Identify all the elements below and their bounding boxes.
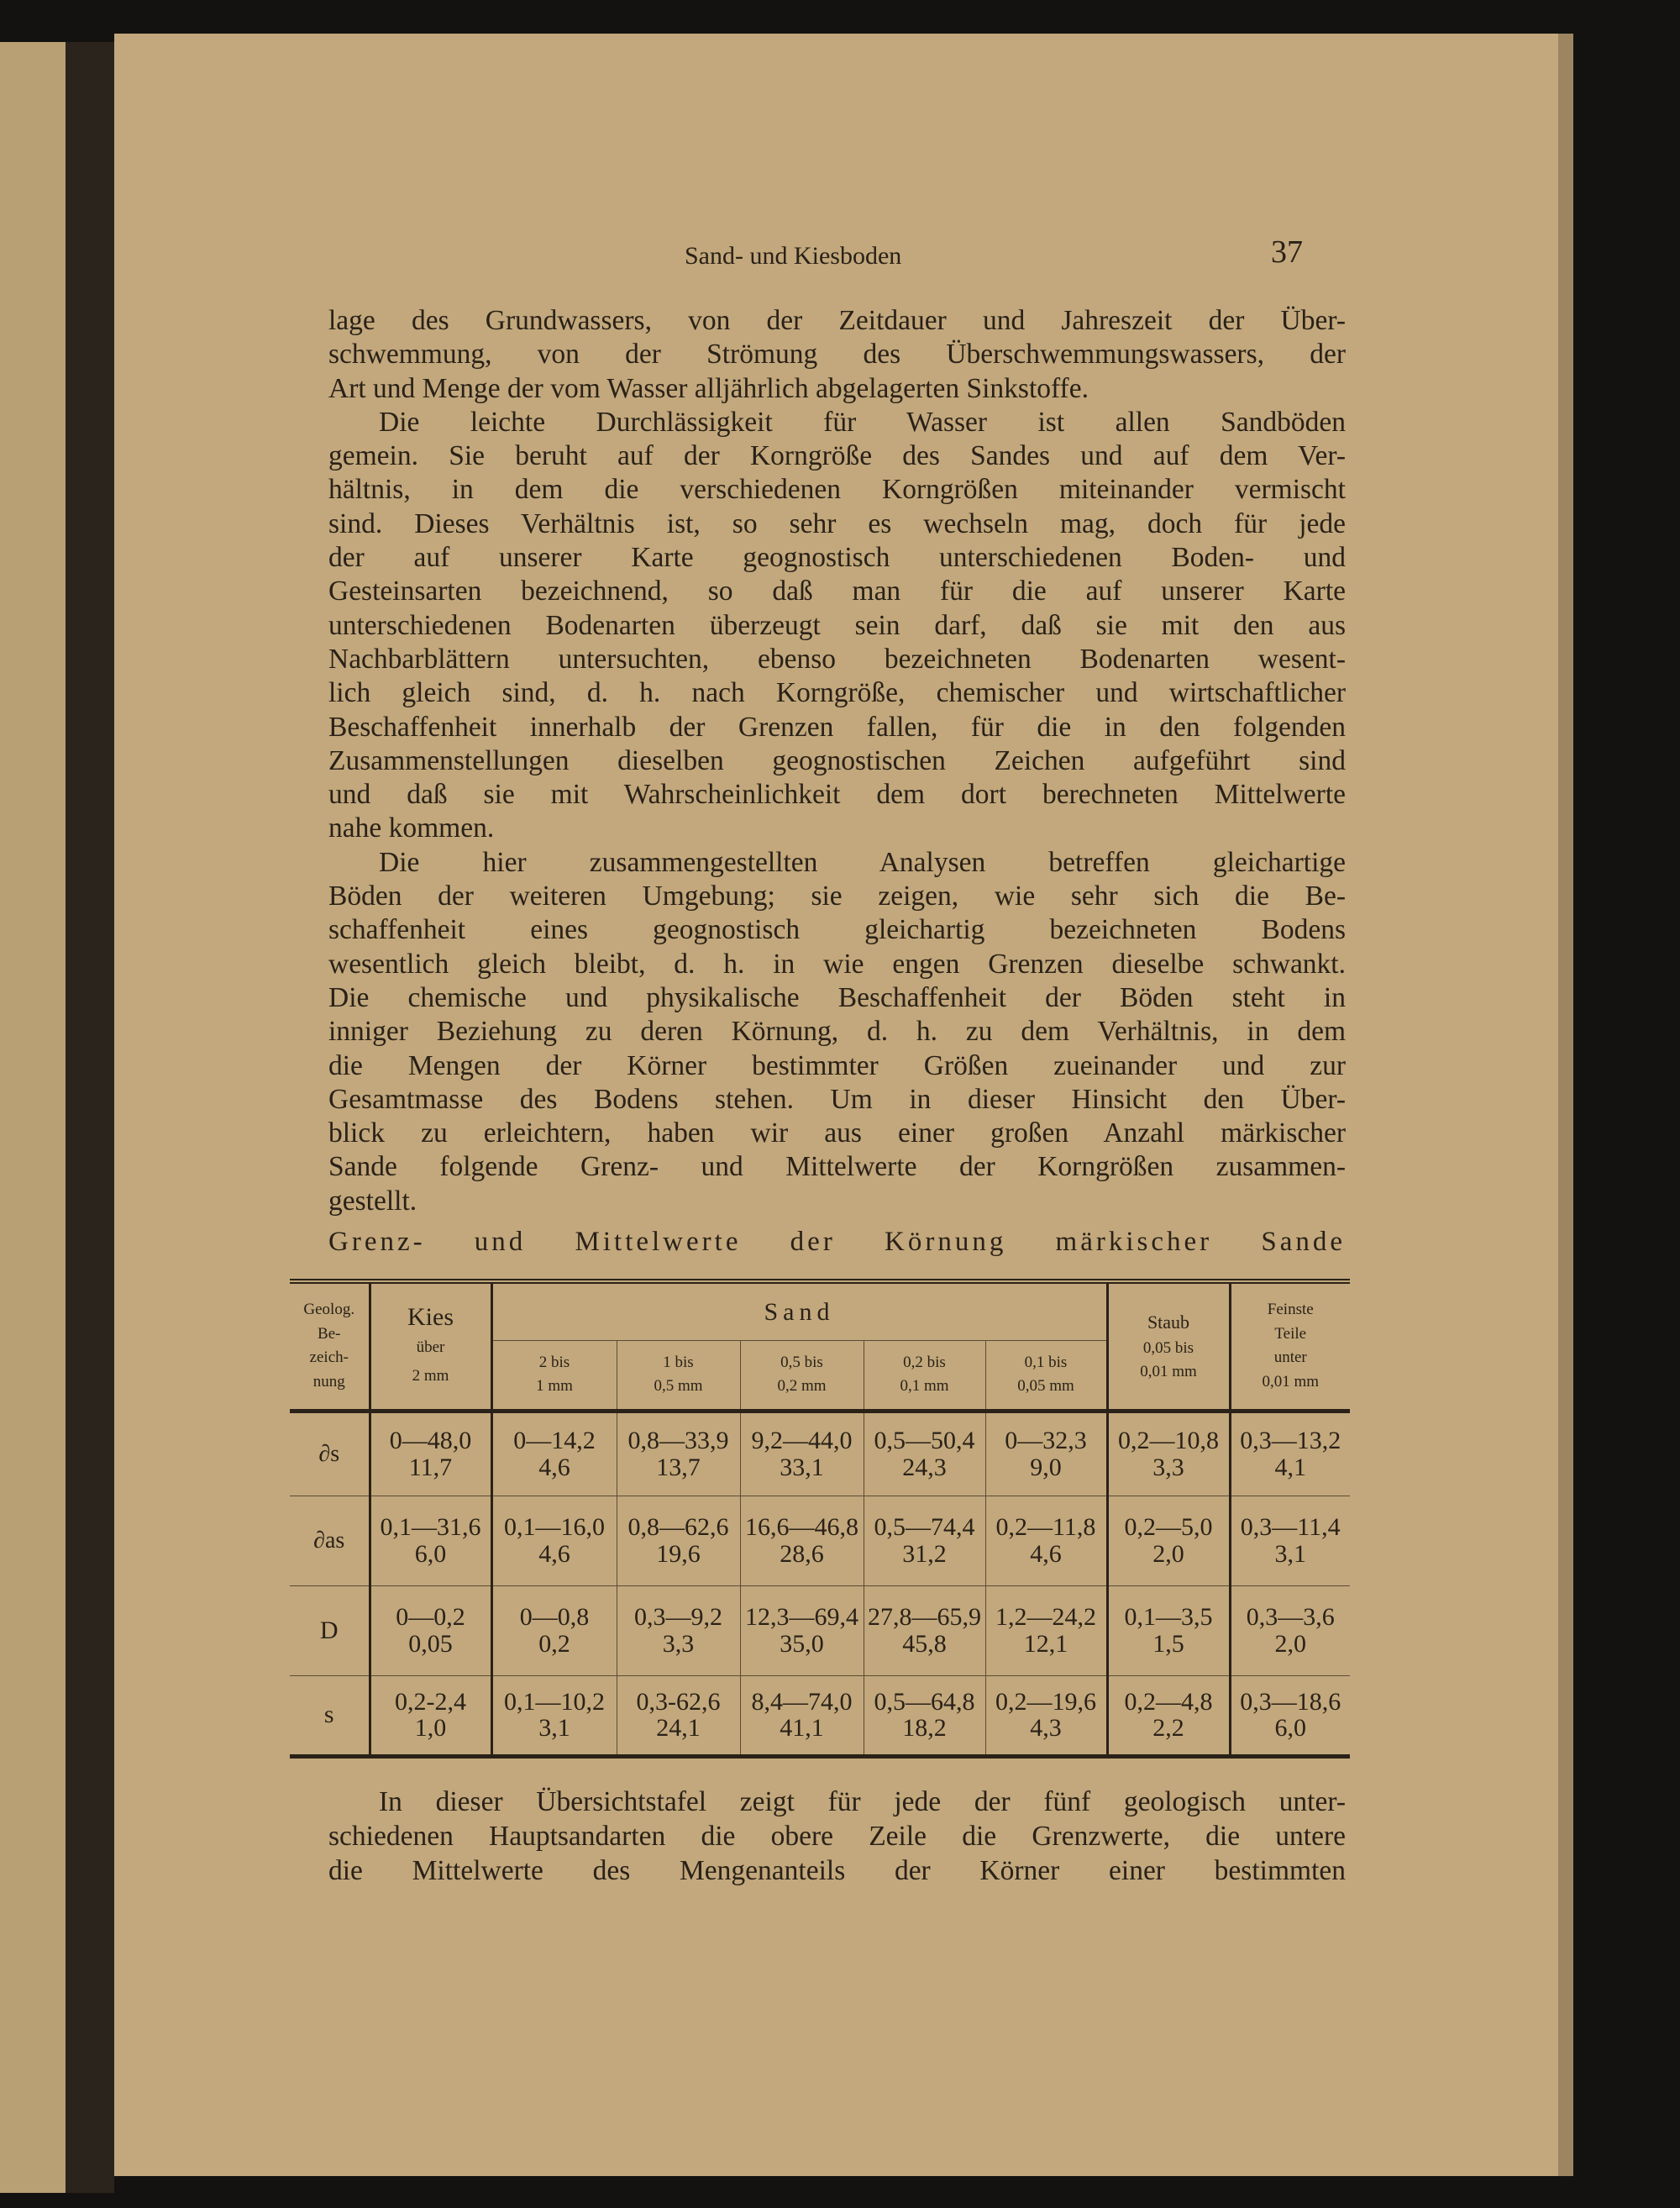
text-line: schaffenheit eines geognostisch gleichartig bezeichneten Bodens — [328, 914, 1346, 946]
table-row — [290, 1411, 1350, 1496]
table-cell: 0,2—4,8 2,2 — [1107, 1675, 1230, 1756]
text-line: Beschaffenheit innerhalb der Grenzen fallen, für die in den folgenden — [328, 711, 1346, 743]
closing-paragraph — [328, 1785, 1346, 1888]
text-line: Die hier zusammengestellten Analysen betreffen gleichartige — [379, 846, 1346, 878]
table-cell: 0,8—33,9 13,7 — [617, 1411, 740, 1496]
text-line: schwemmung, von der Strömung des Überschwemmungswassers, der — [328, 339, 1346, 371]
table-cell: 9,2—44,0 33,1 — [740, 1411, 864, 1496]
table-cell: 0,3—11,4 3,1 — [1230, 1496, 1350, 1585]
table-cell: 0,2—11,8 4,6 — [985, 1496, 1107, 1585]
header-sand: Sand — [491, 1281, 1107, 1340]
text-line: unterschiedenen Bodenarten überzeugt sein darf, daß sie mit den aus — [328, 609, 1346, 641]
text-line: die Mengen der Körner bestimmter Größen zueinander und zur — [328, 1049, 1346, 1081]
table-cell: 0,1—3,5 1,5 — [1107, 1585, 1230, 1675]
text-line: nahe kommen. — [328, 812, 495, 844]
row-label: s — [290, 1675, 370, 1756]
table-cell: 0—32,3 9,0 — [985, 1411, 1107, 1496]
row-label: ∂s — [290, 1411, 370, 1496]
table-cell: 0,3—13,2 4,1 — [1230, 1411, 1350, 1496]
text-line: lage des Grundwassers, von der Zeitdauer und Jahreszeit der Über- — [328, 305, 1346, 336]
table-cell: 0,2—5,0 2,0 — [1107, 1496, 1230, 1585]
text-line: Gesteinsarten bezeichnend, so daß man für die auf unserer Karte — [328, 576, 1346, 607]
table-row — [290, 1496, 1350, 1585]
table-cell: 0—0,8 0,2 — [491, 1585, 617, 1675]
table-cell: 0—0,2 0,05 — [370, 1585, 491, 1675]
table-cell: 8,4—74,0 41,1 — [740, 1675, 864, 1756]
table-cell: 0,3—18,6 6,0 — [1230, 1675, 1350, 1756]
text-line: Die leichte Durchlässigkeit für Wasser ist allen Sandböden — [379, 406, 1346, 438]
page-edge — [1558, 34, 1573, 2176]
header-sand-fraction: 0,5 bis 0,2 mm — [740, 1340, 864, 1411]
table-cell: 0,3-62,6 24,1 — [617, 1675, 740, 1756]
header-kies: Kies über 2 mm — [370, 1281, 491, 1411]
header-sand-fraction: 0,2 bis 0,1 mm — [864, 1340, 985, 1411]
text-line: lich gleich sind, d. h. nach Korngröße, chemischer und wirtschaftlicher — [328, 677, 1346, 709]
table-cell: 0,5—64,8 18,2 — [864, 1675, 985, 1756]
text-line: sind. Dieses Verhältnis ist, so sehr es wechseln mag, doch für jede — [328, 507, 1346, 539]
text-line: Art und Menge der vom Wasser alljährlich abgelagerten Sinkstoffe. — [328, 372, 1089, 404]
table-cell: 0,2—19,6 4,3 — [985, 1675, 1107, 1756]
text-line: wesentlich gleich bleibt, d. h. in wie engen Grenzen dieselbe schwankt. — [328, 948, 1346, 980]
table-cell: 0,1—10,2 3,1 — [491, 1675, 617, 1756]
header-geolog: Geolog. Be- zeich- nung — [290, 1281, 370, 1411]
text-line: inniger Beziehung zu deren Körnung, d. h. zu dem Verhältnis, in dem — [328, 1016, 1346, 1048]
text-line: In dieser Übersichtstafel zeigt für jede der fünf geologisch unter- — [379, 1786, 1346, 1817]
grain-size-table — [290, 1279, 1350, 1759]
table-cell: 12,3—69,4 35,0 — [740, 1585, 864, 1675]
table-cell: 16,6—46,8 28,6 — [740, 1496, 864, 1585]
facing-page-edge — [0, 42, 66, 2193]
row-label: ∂as — [290, 1496, 370, 1585]
table-caption: Grenz- und Mittelwerte der Körnung märkischer Sande — [328, 1227, 1346, 1257]
text-line: gestellt. — [328, 1185, 417, 1217]
header-sand-fraction: 2 bis 1 mm — [491, 1340, 617, 1411]
text-line: gemein. Sie beruht auf der Korngröße des Sandes und auf dem Ver- — [328, 440, 1346, 472]
table-cell: 0,5—50,4 24,3 — [864, 1411, 985, 1496]
table-cell: 0,1—16,0 4,6 — [491, 1496, 617, 1585]
table-cell: 0,5—74,4 31,2 — [864, 1496, 985, 1585]
text-line: hältnis, in dem die verschiedenen Korngrößen miteinander vermischt — [328, 474, 1346, 506]
text-line: die Mittelwerte des Mengenanteils der Körner einer bestimmten — [328, 1855, 1346, 1886]
table-cell: 0,8—62,6 19,6 — [617, 1496, 740, 1585]
book-gutter — [66, 42, 114, 2193]
row-label: D — [290, 1585, 370, 1675]
page-number: 37 — [1271, 234, 1303, 270]
table-cell: 0,2—10,8 3,3 — [1107, 1411, 1230, 1496]
table-cell: 0—14,2 4,6 — [491, 1411, 617, 1496]
text-line: Böden der weiteren Umgebung; sie zeigen, wie sehr sich die Be- — [328, 881, 1346, 912]
text-line: Sande folgende Grenz- und Mittelwerte der Korngrößen zusammen- — [328, 1151, 1346, 1183]
table-cell: 0—48,0 11,7 — [370, 1411, 491, 1496]
text-line: schiedenen Hauptsandarten die obere Zeile die Grenzwerte, die untere — [328, 1821, 1346, 1852]
table-cell: 0,3—3,6 2,0 — [1230, 1585, 1350, 1675]
text-line: und daß sie mit Wahrscheinlichkeit dem dort berechneten Mittelwerte — [328, 779, 1346, 811]
text-line: Nachbarblättern untersuchten, ebenso bezeichneten Bodenarten wesent- — [328, 643, 1346, 675]
text-line: Gesamtmasse des Bodens stehen. Um in dieser Hinsicht den Über- — [328, 1083, 1346, 1115]
running-header: Sand- und Kiesboden — [685, 242, 902, 270]
text-line: Die chemische und physikalische Beschaffenheit der Böden steht in — [328, 981, 1346, 1013]
table-row — [290, 1585, 1350, 1675]
table-cell: 0,3—9,2 3,3 — [617, 1585, 740, 1675]
table-cell: 1,2—24,2 12,1 — [985, 1585, 1107, 1675]
text-line: Zusammenstellungen dieselben geognostischen Zeichen aufgeführt sind — [328, 744, 1346, 776]
header-feinste: Feinste Teile unter 0,01 mm — [1230, 1281, 1350, 1411]
table-cell: 27,8—65,9 45,8 — [864, 1585, 985, 1675]
header-staub: Staub 0,05 bis 0,01 mm — [1107, 1281, 1230, 1411]
text-line: blick zu erleichtern, haben wir aus einer großen Anzahl märkischer — [328, 1117, 1346, 1149]
table-cell: 0,1—31,6 6,0 — [370, 1496, 491, 1585]
header-sand-fraction: 0,1 bis 0,05 mm — [985, 1340, 1107, 1411]
header-sand-fraction: 1 bis 0,5 mm — [617, 1340, 740, 1411]
table-row — [290, 1675, 1350, 1756]
table-cell: 0,2-2,4 1,0 — [370, 1675, 491, 1756]
body-text — [328, 304, 1346, 1218]
text-line: der auf unserer Karte geognostisch unterschiedenen Boden- und — [328, 542, 1346, 574]
